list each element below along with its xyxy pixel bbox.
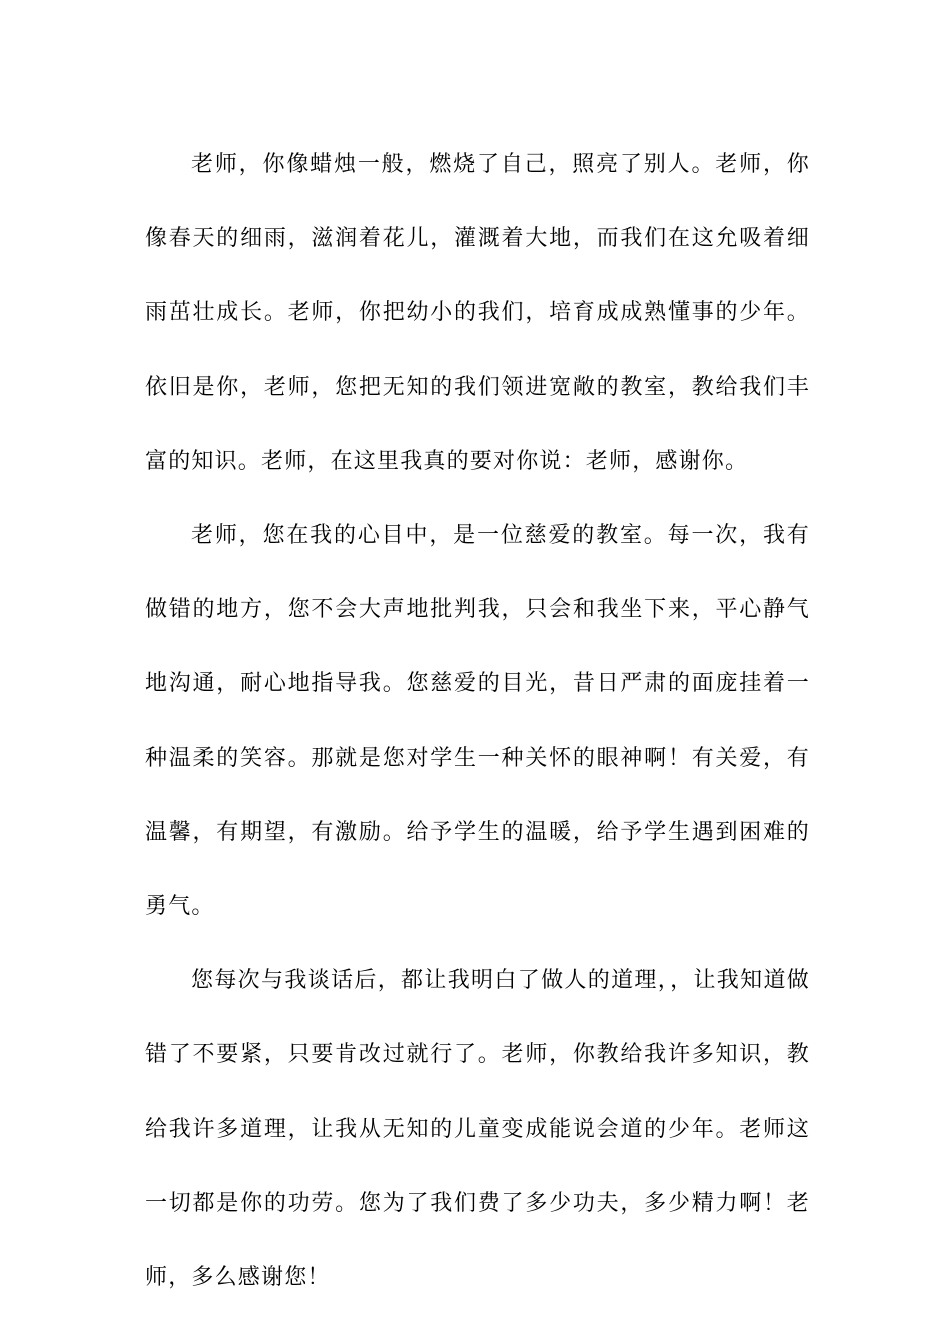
paragraph-3: 您每次与我谈话后，都让我明白了做人的道理，，让我知道做错了不要紧，只要肯改过就行了。老师，你教给我许多知识，教给我许多道理，让我从无知的儿童变成能说会道的少年。老师这一切都是你的功劳。您为了我们费了多少功夫，多少精力啊！老师，多么感谢您！ (145, 968, 810, 1291)
document-body (145, 128, 810, 1315)
paragraph-1: 老师，你像蜡烛一般，燃烧了自己，照亮了别人。老师，你像春天的细雨，滋润着花儿，灌溉着大地，而我们在这允吸着细雨茁壮成长。老师，你把幼小的我们，培育成成熟懂事的少年。依旧是你，老师，您把无知的我们领进宽敞的教室，教给我们丰富的知识。老师，在这里我真的要对你说：老师，感谢你。 (145, 152, 810, 474)
paragraph-2: 老师，您在我的心目中，是一位慈爱的教室。每一次，我有做错的地方，您不会大声地批判我，只会和我坐下来，平心静气地沟通，耐心地指导我。您慈爱的目光，昔日严肃的面庞挂着一种温柔的笑容。那就是您对学生一种关怀的眼神啊！有关爱，有温馨，有期望，有激励。给予学生的温暖，给予学生遇到困难的勇气。 (145, 523, 810, 920)
